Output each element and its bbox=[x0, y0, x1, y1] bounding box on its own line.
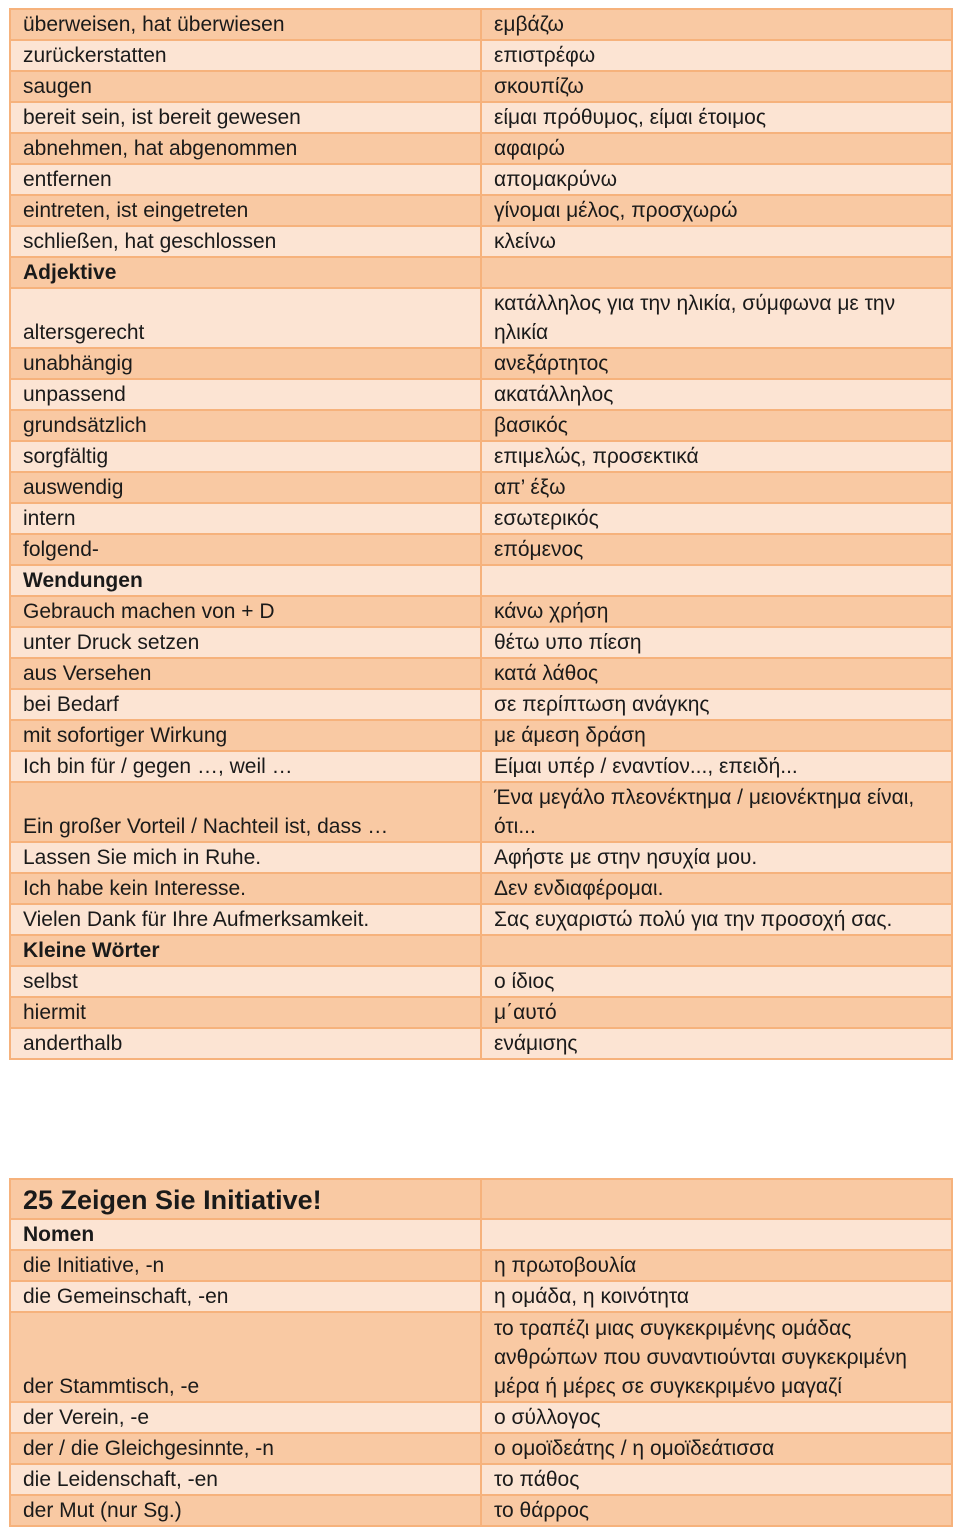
vocab-row bbox=[10, 1250, 952, 1281]
german-term: entfernen bbox=[10, 164, 481, 195]
german-term: Gebrauch machen von + D bbox=[10, 596, 481, 627]
german-term: selbst bbox=[10, 966, 481, 997]
greek-translation: θέτω υπο πίεση bbox=[481, 627, 952, 658]
greek-translation bbox=[481, 935, 952, 966]
german-term: intern bbox=[10, 503, 481, 534]
german-term: saugen bbox=[10, 71, 481, 102]
vocab-row bbox=[10, 102, 952, 133]
vocabulary-table-section-1 bbox=[9, 8, 953, 1060]
vocab-row bbox=[10, 1028, 952, 1059]
greek-translation: με άμεση δράση bbox=[481, 720, 952, 751]
greek-translation: Σας ευχαριστώ πολύ για την προσοχή σας. bbox=[481, 904, 952, 935]
vocab-row bbox=[10, 966, 952, 997]
vocab-row bbox=[10, 782, 952, 842]
vocab-row bbox=[10, 1402, 952, 1433]
vocab-row bbox=[10, 410, 952, 441]
vocab-row bbox=[10, 379, 952, 410]
section-heading-row bbox=[10, 257, 952, 288]
greek-translation: το τραπέζι μιας συγκεκριμένης ομάδας ανθρώπων που συναντιούνται συγκεκριμένη μέρα ή μέρες σε συγκεκριμένο μαγαζί bbox=[481, 1312, 952, 1402]
vocab-row bbox=[10, 1433, 952, 1464]
german-term: überweisen, hat überwiesen bbox=[10, 9, 481, 40]
greek-translation: απ’ έξω bbox=[481, 472, 952, 503]
german-term: Ich habe kein Interesse. bbox=[10, 873, 481, 904]
greek-translation: Είμαι υπέρ / εναντίον..., επειδή... bbox=[481, 751, 952, 782]
greek-translation: κάνω χρήση bbox=[481, 596, 952, 627]
greek-translation: Αφήστε με στην ησυχία μου. bbox=[481, 842, 952, 873]
greek-translation: κατά λάθος bbox=[481, 658, 952, 689]
vocab-row bbox=[10, 288, 952, 348]
german-term: der / die Gleichgesinnte, -n bbox=[10, 1433, 481, 1464]
greek-translation: ο ομοϊδεάτης / η ομοϊδεάτισσα bbox=[481, 1433, 952, 1464]
greek-translation: εμβάζω bbox=[481, 9, 952, 40]
german-term: der Verein, -e bbox=[10, 1402, 481, 1433]
german-term: Lassen Sie mich in Ruhe. bbox=[10, 842, 481, 873]
german-term: die Initiative, -n bbox=[10, 1250, 481, 1281]
vocab-row bbox=[10, 40, 952, 71]
greek-translation: κατάλληλος για την ηλικία, σύμφωνα με την ηλικία bbox=[481, 288, 952, 348]
german-term: Ich bin für / gegen …, weil … bbox=[10, 751, 481, 782]
greek-translation bbox=[481, 257, 952, 288]
german-term: der Stammtisch, -e bbox=[10, 1312, 481, 1402]
greek-translation: απομακρύνω bbox=[481, 164, 952, 195]
vocab-row bbox=[10, 1464, 952, 1495]
greek-translation: επόμενος bbox=[481, 534, 952, 565]
greek-translation: Ένα μεγάλο πλεονέκτημα / μειονέκτημα είναι, ότι... bbox=[481, 782, 952, 842]
german-term: unabhängig bbox=[10, 348, 481, 379]
vocab-row bbox=[10, 1312, 952, 1402]
vocab-row bbox=[10, 441, 952, 472]
german-term: Vielen Dank für Ihre Aufmerksamkeit. bbox=[10, 904, 481, 935]
vocab-row bbox=[10, 904, 952, 935]
section-heading: Kleine Wörter bbox=[10, 935, 481, 966]
greek-translation: μ΄αυτό bbox=[481, 997, 952, 1028]
vocab-row bbox=[10, 1281, 952, 1312]
vocab-row bbox=[10, 472, 952, 503]
german-term: auswendig bbox=[10, 472, 481, 503]
vocab-row bbox=[10, 71, 952, 102]
section-heading-row bbox=[10, 935, 952, 966]
vocab-row bbox=[10, 720, 952, 751]
vocab-row bbox=[10, 997, 952, 1028]
greek-translation: εσωτερικός bbox=[481, 503, 952, 534]
vocab-row bbox=[10, 627, 952, 658]
german-term: zurückerstatten bbox=[10, 40, 481, 71]
vocab-row bbox=[10, 164, 952, 195]
section-heading-row bbox=[10, 1219, 952, 1250]
greek-translation: είμαι πρόθυμος, είμαι έτοιμος bbox=[481, 102, 952, 133]
section-heading-row bbox=[10, 565, 952, 596]
greek-translation: γίνομαι μέλος, προσχωρώ bbox=[481, 195, 952, 226]
vocab-row bbox=[10, 751, 952, 782]
german-term: aus Versehen bbox=[10, 658, 481, 689]
vocab-row bbox=[10, 658, 952, 689]
vocab-row bbox=[10, 9, 952, 40]
german-term: eintreten, ist eingetreten bbox=[10, 195, 481, 226]
german-term: altersgerecht bbox=[10, 288, 481, 348]
greek-translation: το πάθος bbox=[481, 1464, 952, 1495]
greek-translation: ενάμισης bbox=[481, 1028, 952, 1059]
greek-translation: η ομάδα, η κοινότητα bbox=[481, 1281, 952, 1312]
german-term: folgend- bbox=[10, 534, 481, 565]
greek-translation: ο ίδιος bbox=[481, 966, 952, 997]
greek-translation: ακατάλληλος bbox=[481, 379, 952, 410]
greek-translation bbox=[481, 565, 952, 596]
greek-translation: το θάρρος bbox=[481, 1495, 952, 1526]
german-term: der Mut (nur Sg.) bbox=[10, 1495, 481, 1526]
german-term: unter Druck setzen bbox=[10, 627, 481, 658]
german-term: sorgfältig bbox=[10, 441, 481, 472]
german-term: bei Bedarf bbox=[10, 689, 481, 720]
greek-translation: ο σύλλογος bbox=[481, 1402, 952, 1433]
vocab-row bbox=[10, 596, 952, 627]
vocab-row bbox=[10, 689, 952, 720]
greek-translation: βασικός bbox=[481, 410, 952, 441]
greek-translation: ανεξάρτητος bbox=[481, 348, 952, 379]
german-term: mit sofortiger Wirkung bbox=[10, 720, 481, 751]
greek-translation: η πρωτοβουλία bbox=[481, 1250, 952, 1281]
section-heading: Nomen bbox=[10, 1219, 481, 1250]
german-term: bereit sein, ist bereit gewesen bbox=[10, 102, 481, 133]
greek-translation: αφαιρώ bbox=[481, 133, 952, 164]
german-term: unpassend bbox=[10, 379, 481, 410]
german-term: schließen, hat geschlossen bbox=[10, 226, 481, 257]
vocab-row bbox=[10, 842, 952, 873]
chapter-title-row bbox=[10, 1179, 952, 1219]
greek-translation bbox=[481, 1179, 952, 1219]
section-heading: Wendungen bbox=[10, 565, 481, 596]
vocab-row bbox=[10, 534, 952, 565]
vocabulary-table-section-2 bbox=[9, 1178, 953, 1527]
vocab-row bbox=[10, 133, 952, 164]
vocab-row bbox=[10, 503, 952, 534]
greek-translation: Δεν ενδιαφέρομαι. bbox=[481, 873, 952, 904]
german-term: die Gemeinschaft, -en bbox=[10, 1281, 481, 1312]
vocab-row bbox=[10, 1495, 952, 1526]
vocab-row bbox=[10, 873, 952, 904]
greek-translation: επιμελώς, προσεκτικά bbox=[481, 441, 952, 472]
chapter-title: 25 Zeigen Sie Initiative! bbox=[10, 1179, 481, 1219]
greek-translation: επιστρέφω bbox=[481, 40, 952, 71]
german-term: Ein großer Vorteil / Nachteil ist, dass … bbox=[10, 782, 481, 842]
section-heading: Adjektive bbox=[10, 257, 481, 288]
german-term: anderthalb bbox=[10, 1028, 481, 1059]
german-term: grundsätzlich bbox=[10, 410, 481, 441]
greek-translation: σε περίπτωση ανάγκης bbox=[481, 689, 952, 720]
vocab-row bbox=[10, 226, 952, 257]
german-term: abnehmen, hat abgenommen bbox=[10, 133, 481, 164]
vocab-row bbox=[10, 348, 952, 379]
greek-translation: σκουπίζω bbox=[481, 71, 952, 102]
greek-translation bbox=[481, 1219, 952, 1250]
german-term: hiermit bbox=[10, 997, 481, 1028]
greek-translation: κλείνω bbox=[481, 226, 952, 257]
german-term: die Leidenschaft, -en bbox=[10, 1464, 481, 1495]
vocab-row bbox=[10, 195, 952, 226]
